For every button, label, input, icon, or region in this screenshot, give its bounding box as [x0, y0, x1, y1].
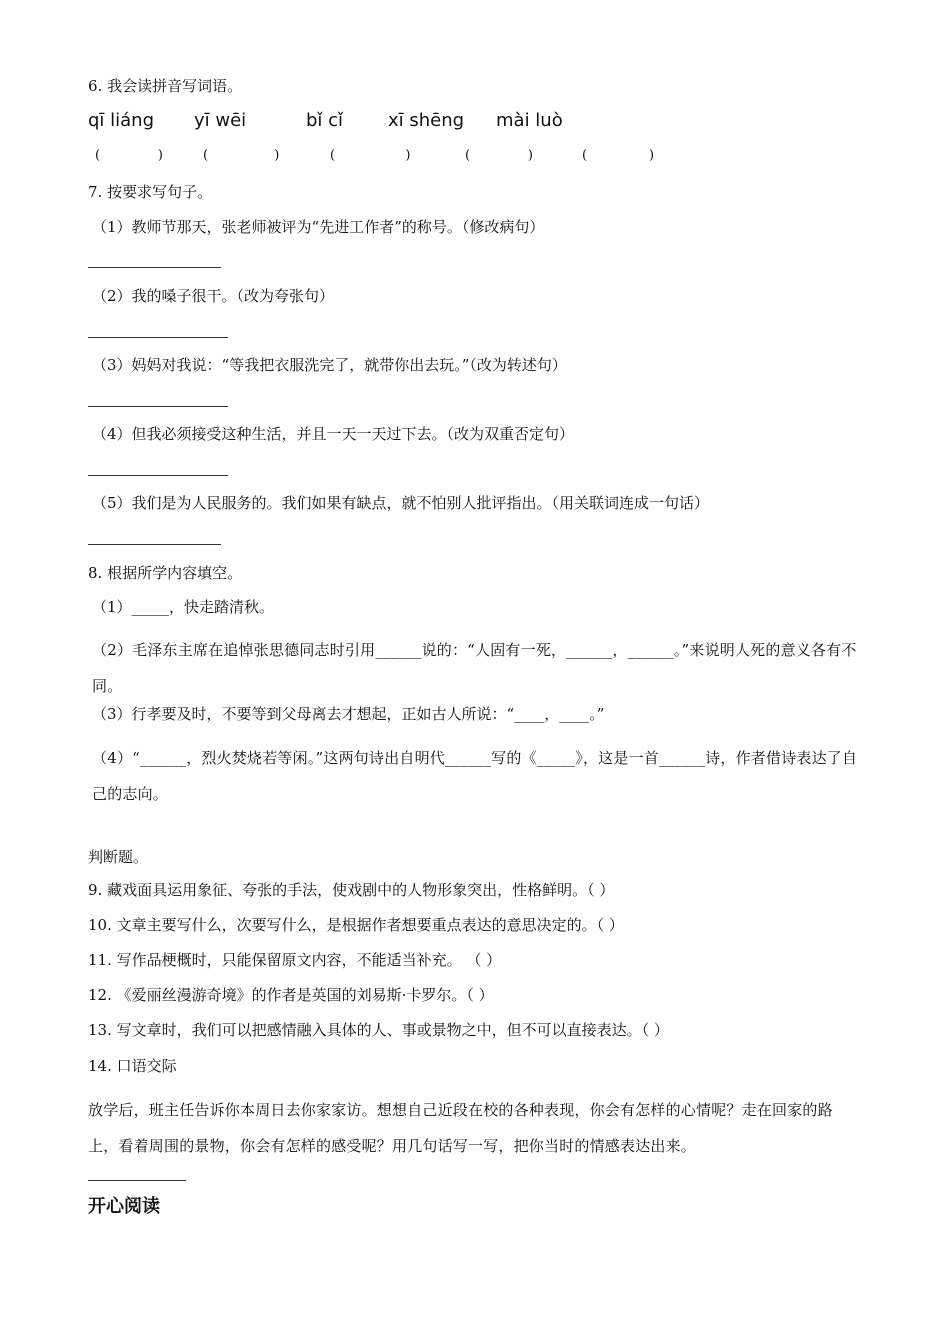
q7-item-2: （2）我的嗓子很干。（改为夸张句）	[92, 287, 335, 305]
pinyin-4: xī shēng	[388, 110, 465, 131]
answer-blank-2[interactable]: ( )	[203, 148, 280, 163]
q8-item-1: （1）_____，快走踏清秋。	[92, 598, 275, 616]
judge-item-9: 9. 藏戏面具运用象征、夸张的手法，使戏剧中的人物形象突出，性格鲜明。（ ）	[88, 881, 615, 899]
answer-line-2[interactable]	[88, 337, 228, 338]
answer-line-14[interactable]	[88, 1180, 186, 1181]
judge-item-13: 13. 写文章时，我们可以把感情融入具体的人、事或景物之中，但不可以直接表达。（ ）	[88, 1021, 669, 1039]
judge-title: 判断题。	[88, 848, 149, 866]
answer-line-3[interactable]	[88, 406, 228, 407]
q14-title: 14. 口语交际	[88, 1057, 177, 1075]
judge-item-11: 11. 写作品梗概时，只能保留原文内容，不能适当补充。 （ ）	[88, 951, 502, 969]
q8-item-4: （4）“______，烈火焚烧若等闲。”这两句诗出自明代______写的《_____》，这是一首______诗，作者借诗表达了自己的志向。	[92, 749, 858, 803]
q8-item-2: （2）毛泽东主席在追悼张思德同志时引用______说的：“人固有一死，______，______。”来说明人死的意义各有不同。	[92, 641, 857, 695]
answer-line-4[interactable]	[88, 475, 228, 476]
pinyin-2: yī wēi	[194, 110, 247, 131]
judge-item-10: 10. 文章主要写什么，次要写什么，是根据作者想要重点表达的意思决定的。（ ）	[88, 916, 624, 934]
q7-item-3: （3）妈妈对我说：“等我把衣服洗完了，就带你出去玩。”（改为转述句）	[92, 356, 567, 374]
pinyin-3: bǐ cǐ	[306, 110, 344, 131]
q8-title: 8. 根据所学内容填空。	[88, 564, 243, 582]
q8-item-3: （3）行孝要及时，不要等到父母离去才想起，正如古人所说：“____，____。”	[92, 705, 605, 723]
q7-item-1: （1）教师节那天，张老师被评为“先进工作者”的称号。（修改病句）	[92, 218, 545, 236]
q6-title: 6. 我会读拼音写词语。	[88, 77, 243, 95]
answer-line-5[interactable]	[88, 544, 221, 545]
answer-blank-5[interactable]: ( )	[582, 148, 655, 163]
pinyin-1: qī liáng	[88, 110, 155, 131]
pinyin-5: mài luò	[496, 110, 563, 131]
answer-blank-1[interactable]: ( )	[95, 148, 163, 163]
q7-item-5: （5）我们是为人民服务的。我们如果有缺点，就不怕别人批评指出。（用关联词连成一句话）	[92, 494, 710, 512]
q7-title: 7. 按要求写句子。	[88, 183, 213, 201]
q7-item-4: （4）但我必须接受这种生活，并且一天一天过下去。（改为双重否定句）	[92, 425, 575, 443]
section-heading: 开心阅读	[88, 1196, 160, 1217]
answer-blank-4[interactable]: ( )	[465, 148, 533, 163]
q14-body: 放学后，班主任告诉你本周日去你家家访。想想自己近段在校的各种表现，你会有怎样的心情呢？走在回家的路上，看着周围的景物，你会有怎样的感受呢？用几句话写一写，把你当时的情感表达出来。	[88, 1101, 833, 1155]
answer-blank-3[interactable]: ( )	[330, 148, 411, 163]
judge-item-12: 12. 《爱丽丝漫游奇境》的作者是英国的刘易斯·卡罗尔。（ ）	[88, 986, 494, 1004]
answer-line-1[interactable]	[88, 267, 221, 268]
